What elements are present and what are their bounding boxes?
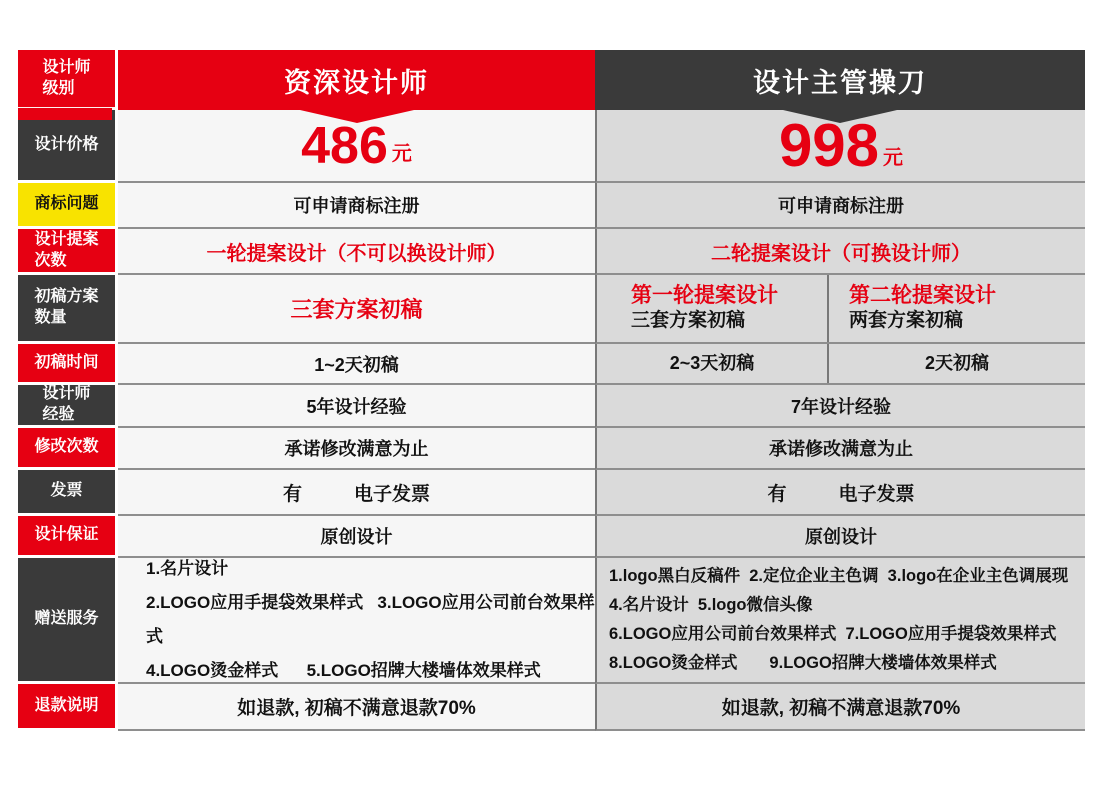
label-revisions [18,428,115,470]
label-design-price-text: 设计价格 [34,135,99,153]
corner-label-line1: 设计师 [42,58,91,76]
label-draft-plans-line2: 数量 [34,309,67,326]
label-experience-line1: 设计师 [42,385,91,403]
cell-trademark-senior: 可申请商标注册 [118,183,595,229]
row-revisions [18,428,1085,470]
label-revisions-text: 修改次数 [34,438,99,456]
column-header-design-director [595,50,1085,110]
round1-time: 2~3天初稿 [669,352,755,373]
row-invoice [18,470,1085,516]
cell-refund-director: 如退款, 初稿不满意退款70% [595,684,1085,731]
invoice-senior [283,479,430,506]
cell-bonus-director [595,558,1085,684]
label-experience-line2: 经验 [42,406,75,423]
invoice-senior-type: 电子发票 [354,483,431,505]
invoice-senior-has: 有 [282,483,302,505]
row-proposal-rounds [18,229,1085,275]
corner-label-designer-level [18,50,115,110]
round1-title: 第一轮提案设计 [631,284,778,308]
subcell-round1-plans [597,275,827,342]
cell-trademark-director: 可申请商标注册 [595,183,1085,229]
bonus-director-line3: 6.LOGO应用公司前台效果样式 7.LOGO应用手提袋效果样式 [609,625,1057,643]
price-senior [301,116,412,175]
invoice-director-has: 有 [767,483,787,505]
label-proposal-line2: 次数 [34,251,67,269]
row-draft-plans [18,275,1085,344]
row-bonus-services [18,558,1085,684]
price-director-amount: 998 [778,111,880,179]
price-senior-unit: 元 [391,142,412,165]
row-design-price [18,110,1085,183]
label-design-guarantee [18,516,115,558]
cell-experience-senior: 5年设计经验 [118,385,595,428]
column-header-senior-designer [118,50,595,110]
round1-value: 三套方案初稿 [631,310,746,332]
cell-invoice-senior [118,470,595,516]
design-director-title: 设计主管操刀 [753,67,927,98]
label-draft-plans [18,275,115,344]
subcell-round2-plans [827,275,1085,342]
label-designer-experience [18,385,115,428]
cell-bonus-senior [118,558,595,684]
label-design-guarantee-text: 设计保证 [34,526,99,544]
label-designer-experience-text [42,384,90,426]
corner-label-text [42,58,90,100]
label-invoice [18,470,115,516]
cell-guarantee-director: 原创设计 [595,516,1085,558]
label-draft-plans-text [34,287,98,329]
cell-revisions-senior: 承诺修改满意为止 [118,428,595,470]
cell-draft-plans-senior: 三套方案初稿 [118,275,595,344]
label-invoice-text: 发票 [50,482,83,500]
corner-label-line2: 级别 [42,79,75,97]
label-draft-time [18,344,115,385]
cell-revisions-director: 承诺修改满意为止 [595,428,1085,470]
price-senior-amount: 486 [301,116,388,175]
price-director-unit: 元 [883,146,904,169]
label-design-price [18,110,115,183]
corner-ribbon-strip [18,108,112,120]
label-refund-policy-text: 退款说明 [34,696,99,714]
cell-invoice-director [595,470,1085,516]
label-proposal-rounds [18,229,115,275]
round2-value: 两套方案初稿 [849,310,964,332]
bonus-senior-line3: 4.LOGO烫金样式 5.LOGO招牌大楼墙体效果样式 [146,661,541,680]
label-bonus-services-text: 赠送服务 [34,610,99,628]
header-row [18,50,1085,110]
label-trademark [18,183,115,229]
pricing-table [18,50,1085,731]
label-refund-policy [18,684,115,731]
label-proposal-rounds-text [34,230,98,272]
bonus-senior-line2: 2.LOGO应用手提袋效果样式 3.LOGO应用公司前台效果样式 [146,593,595,646]
cell-proposal-senior: 一轮提案设计（不可以换设计师） [118,229,595,275]
round2-time: 2天初稿 [924,352,989,373]
cell-proposal-director: 二轮提案设计（可换设计师） [595,229,1085,275]
cell-draft-time-director [595,344,1085,385]
cell-experience-director: 7年设计经验 [595,385,1085,428]
bonus-senior-line1: 1.名片设计 [146,559,229,578]
label-trademark-text: 商标问题 [34,195,99,213]
cell-refund-senior: 如退款, 初稿不满意退款70% [118,684,595,731]
row-draft-time [18,344,1085,385]
bonus-director-line1: 1.logo黑白反稿件 2.定位企业主色调 3.logo在企业主色调展现 [609,567,1069,585]
label-draft-plans-line1: 初稿方案 [34,288,99,306]
cell-draft-time-senior: 1~2天初稿 [118,344,595,385]
price-director [778,111,904,179]
senior-designer-title: 资深设计师 [284,67,429,98]
invoice-director [767,479,914,506]
subcell-round1-time [597,344,827,383]
invoice-director-type: 电子发票 [838,483,915,505]
label-draft-time-text: 初稿时间 [34,353,99,371]
label-bonus-services [18,558,115,684]
round2-title: 第二轮提案设计 [849,284,996,308]
header-ribbon-notch-red [300,110,414,123]
header-ribbon-notch-dark [783,110,897,123]
label-proposal-line1: 设计提案 [34,230,99,248]
bonus-director-line4: 8.LOGO烫金样式 9.LOGO招牌大楼墙体效果样式 [609,654,997,672]
row-trademark [18,183,1085,229]
cell-draft-plans-director [595,275,1085,344]
row-designer-experience [18,385,1085,428]
bonus-director-line2: 4.名片设计 5.logo微信头像 [609,596,813,614]
subcell-round2-time [827,344,1085,383]
cell-guarantee-senior: 原创设计 [118,516,595,558]
row-refund-policy [18,684,1085,731]
